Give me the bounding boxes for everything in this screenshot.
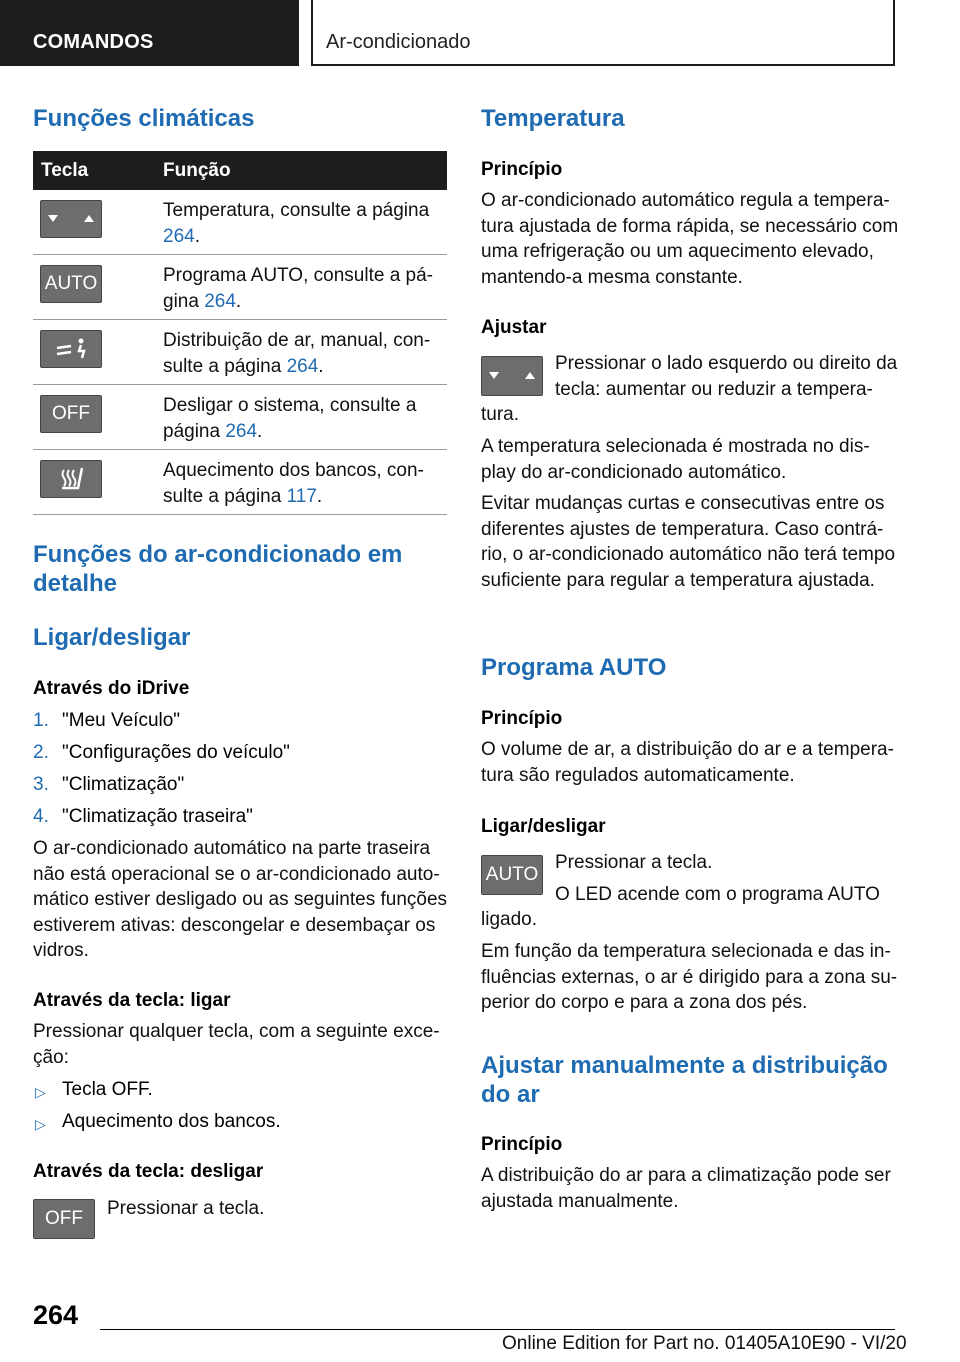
- adjust-paragraph-3: Evitar mudanças curtas e consecutivas entre os diferentes ajustes de temperatura. Caso contrá-rio, o ar-condicionado automático não terá tempo suficiente para regular a temperatura ajustada.: [481, 493, 896, 591]
- list-item: 4. "Climatização traseira": [33, 806, 253, 827]
- principle-label: Princípio: [481, 1134, 563, 1155]
- chapter-title: Ar-condicionado: [326, 31, 471, 53]
- off-button-icon: OFF: [40, 395, 102, 433]
- table-row: [33, 255, 447, 320]
- page-header: [0, 0, 960, 66]
- table-row: [33, 450, 447, 515]
- off-button-icon: OFF: [33, 1199, 95, 1239]
- manual-distribution-heading: Ajustar manualmente a distribuição do ar: [481, 1052, 888, 1108]
- table-row-text: Distribuição de ar, manual, con-sulte a página 264.: [163, 330, 431, 377]
- table-row-text: Aquecimento dos bancos, con-sulte a página 117.: [163, 460, 424, 507]
- temperature-arrows-icon: [40, 200, 102, 238]
- seat-heating-icon: [40, 460, 102, 498]
- list-item: 1. "Meu Veículo": [33, 710, 181, 731]
- manual-principle: A distribuição do ar para a climatização pode ser ajustada manualmente.: [481, 1165, 891, 1212]
- page-link[interactable]: 264: [286, 355, 319, 377]
- idrive-paragraph: O ar-condicionado automático na parte traseira não está operacional se o ar-condicionado auto-mático estiver desligado ou as seguintes funções estiverem ativas: descongelar e desembaçar os vidros.: [33, 838, 448, 961]
- adjust-text-cont: tura.: [481, 404, 520, 425]
- temperature-arrows-icon: [481, 356, 543, 396]
- key-on-paragraph: Pressionar qualquer tecla, com a seguinte exce-ção:: [33, 1021, 440, 1068]
- air-distribution-icon: [40, 330, 102, 368]
- key-off-text: Pressionar a tecla.: [107, 1198, 265, 1219]
- adjust-text: Pressionar o lado esquerdo ou direito da tecla: aumentar ou reduzir a tempera-: [555, 353, 898, 400]
- page-link[interactable]: 264: [204, 290, 236, 312]
- auto-led-cont: ligado.: [481, 909, 537, 930]
- page-number: 264: [33, 1300, 79, 1330]
- key-on-heading: Através da tecla: ligar: [33, 990, 231, 1011]
- key-off-heading: Através da tecla: desligar: [33, 1161, 264, 1182]
- edition-text: Online Edition for Part no. 01405A10E90 - VI/20: [502, 1333, 907, 1354]
- adjust-label: Ajustar: [481, 317, 547, 338]
- col-key-header: Tecla: [41, 160, 89, 181]
- page-link[interactable]: 264: [225, 420, 258, 442]
- col-function-header: Função: [163, 160, 231, 181]
- table-row: [33, 190, 447, 255]
- principle-label: Princípio: [481, 159, 563, 180]
- table-row: [33, 320, 447, 385]
- adjust-paragraph-2: A temperatura selecionada é mostrada no dis-play do ar-condicionado automático.: [481, 436, 870, 483]
- functions-table: [33, 151, 447, 515]
- table-header: [33, 151, 447, 190]
- page-link[interactable]: 264: [163, 225, 195, 247]
- on-off-heading: Ligar/desligar: [33, 624, 191, 651]
- auto-button-icon: AUTO: [40, 265, 102, 303]
- climate-functions-title: Funções climáticas: [33, 105, 255, 132]
- table-row-text: Programa AUTO, consulte a pá-gina 264.: [163, 265, 433, 312]
- auto-button-icon: AUTO: [481, 855, 543, 895]
- auto-principle: O volume de ar, a distribuição do ar e a tempera-tura são regulados automaticamente.: [481, 739, 894, 786]
- idrive-heading: Através do iDrive: [33, 678, 190, 699]
- table-row: [33, 385, 447, 450]
- list-item: 2. "Configurações do veículo": [33, 742, 290, 763]
- auto-paragraph-2: Em função da temperatura selecionada e das in-fluências externas, o ar é dirigido para a zona su-perior do corpo e para a zona dos pés.: [481, 941, 898, 1013]
- table-row-text: Desligar o sistema, consulte a página 264.: [163, 395, 417, 442]
- detail-heading: Funções do ar-condicionado em detalhe: [33, 541, 403, 597]
- list-item: ▷ Aquecimento dos bancos.: [35, 1111, 281, 1132]
- list-item: 3. "Climatização": [33, 774, 185, 795]
- list-item: ▷ Tecla OFF.: [35, 1079, 153, 1100]
- table-row-text: Temperatura, consulte a página 264.: [163, 200, 430, 247]
- principle-label: Princípio: [481, 708, 563, 729]
- auto-program-heading: Programa AUTO: [481, 654, 667, 681]
- section-title: COMANDOS: [0, 0, 299, 66]
- auto-on-off-label: Ligar/desligar: [481, 816, 606, 837]
- auto-press-text: Pressionar a tecla.: [555, 852, 713, 873]
- page-link[interactable]: 117: [286, 485, 317, 507]
- temperature-principle: O ar-condicionado automático regula a tempera-tura ajustada de forma rápida, se necessário com uma refrigeração ou um aquecimento elevado, mantendo-a mesma constante.: [481, 190, 899, 288]
- footer-divider: [100, 1329, 895, 1330]
- auto-led-text: O LED acende com o programa AUTO: [555, 884, 880, 905]
- chapter-tab: [313, 0, 893, 64]
- temperature-heading: Temperatura: [481, 105, 625, 132]
